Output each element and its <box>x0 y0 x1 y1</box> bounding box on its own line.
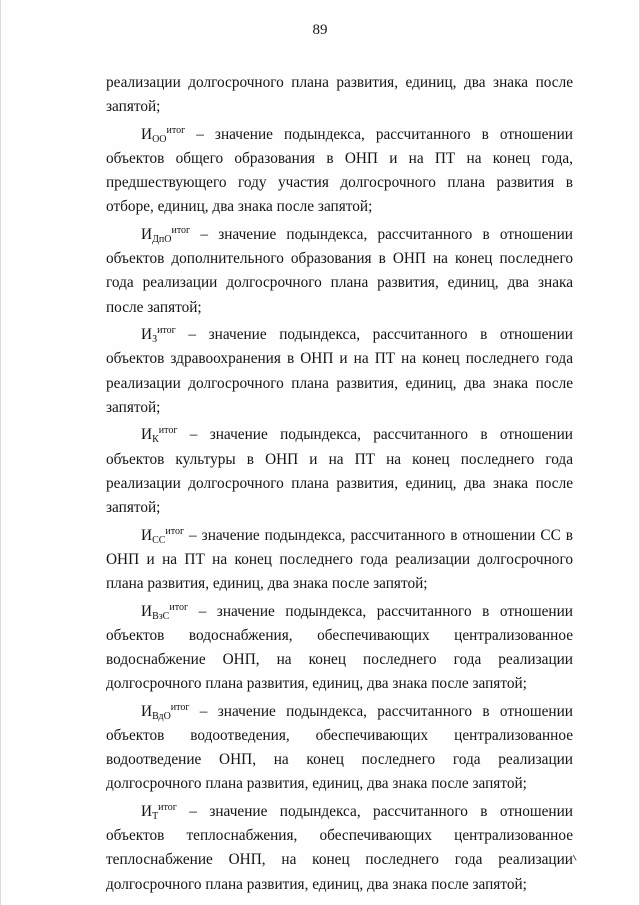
index-superscript: итог <box>157 325 176 337</box>
index-superscript: итог <box>171 225 191 236</box>
definition-item-z <box>106 323 573 420</box>
index-symbol: И <box>141 602 153 620</box>
definition-item-vzs <box>106 600 573 697</box>
definition-item-t <box>106 800 573 897</box>
index-subscript: К <box>152 434 159 446</box>
index-subscript: ВзС <box>152 610 170 622</box>
definition-text: – значение подындекса, рассчитанного в отношении объектов общего образования в ОНП и на ПТ на конец года, предшествующего году участия долгосрочного плана развития в отборе, единиц, два знака после запятой; <box>106 125 573 216</box>
index-subscript: Т <box>152 811 159 823</box>
index-superscript: итог <box>158 425 178 437</box>
page-number: 89 <box>312 22 328 38</box>
definition-text: – значение подындекса, рассчитанного в отношении объектов дополнительного образования в ОНП на конец последнего года реализации долгосрочного плана развития, единиц, два знака после запятой; <box>106 226 573 316</box>
definition-text: – значение подындекса, рассчитанного в отношении объектов водоотведения, обеспечивающих централизованное водоотведение ОНП, на конец последнего года реализации долгосрочного плана развития, единиц, два знака после запятой; <box>106 702 573 793</box>
index-symbol: И <box>141 426 153 444</box>
index-subscript: ДпО <box>152 234 172 245</box>
index-symbol: И <box>141 125 153 143</box>
definition-item-ss <box>106 524 573 597</box>
definition-text: – значение подындекса, рассчитанного в отношении объектов водоснабжения, обеспечивающих централизованное водоснабжение ОНП, на конец последнего года реализации долгосрочного плана развития, единиц, два знака после запятой; <box>106 602 573 693</box>
index-superscript: итог <box>170 701 190 713</box>
definition-text: – значение подындекса, рассчитанного в отношении объектов здравоохранения в ОНП и на ПТ на конец последнего года реализации долгосрочного плана развития, единиц, два знака после запятой; <box>106 326 573 416</box>
index-symbol: И <box>141 803 153 821</box>
definition-item-k <box>106 423 573 520</box>
scan-mark <box>573 853 579 860</box>
definition-item-dpo <box>106 223 573 320</box>
definition-text: – значение подындекса, рассчитанного в отношении СС в ОНП и на ПТ на конец последнего года реализации долгосрочного плана развития, единиц, два знака после запятой; <box>106 526 573 593</box>
definition-item-oo <box>106 123 573 220</box>
index-subscript: СС <box>152 534 166 546</box>
document-body <box>106 71 573 897</box>
index-subscript: ОО <box>152 133 167 145</box>
index-superscript: итог <box>165 525 185 537</box>
definition-item-vdo <box>106 700 573 797</box>
index-superscript: итог <box>166 124 186 136</box>
index-subscript: З <box>152 334 158 346</box>
definition-text: – значение подындекса, рассчитанного в отношении объектов культуры в ОНП и на ПТ на конец последнего года реализации долгосрочного плана развития, единиц, два знака после запятой; <box>106 426 573 517</box>
index-superscript: итог <box>169 601 189 613</box>
index-symbol: И <box>141 226 153 243</box>
index-subscript: ВдО <box>152 710 171 722</box>
continued-paragraph: реализации долгосрочного плана развития, единиц, два знака после запятой; <box>106 74 573 116</box>
index-superscript: итог <box>158 802 177 814</box>
definition-text: – значение подындекса, рассчитанного в отношении объектов теплоснабжения, обеспечивающих централизованное теплоснабжение ОНП, на конец последнего года реализации долгосрочного плана развития, единиц, два знака после запятой; <box>106 803 573 893</box>
index-symbol: И <box>141 702 153 720</box>
index-symbol: И <box>141 526 153 544</box>
index-symbol: И <box>141 326 153 344</box>
